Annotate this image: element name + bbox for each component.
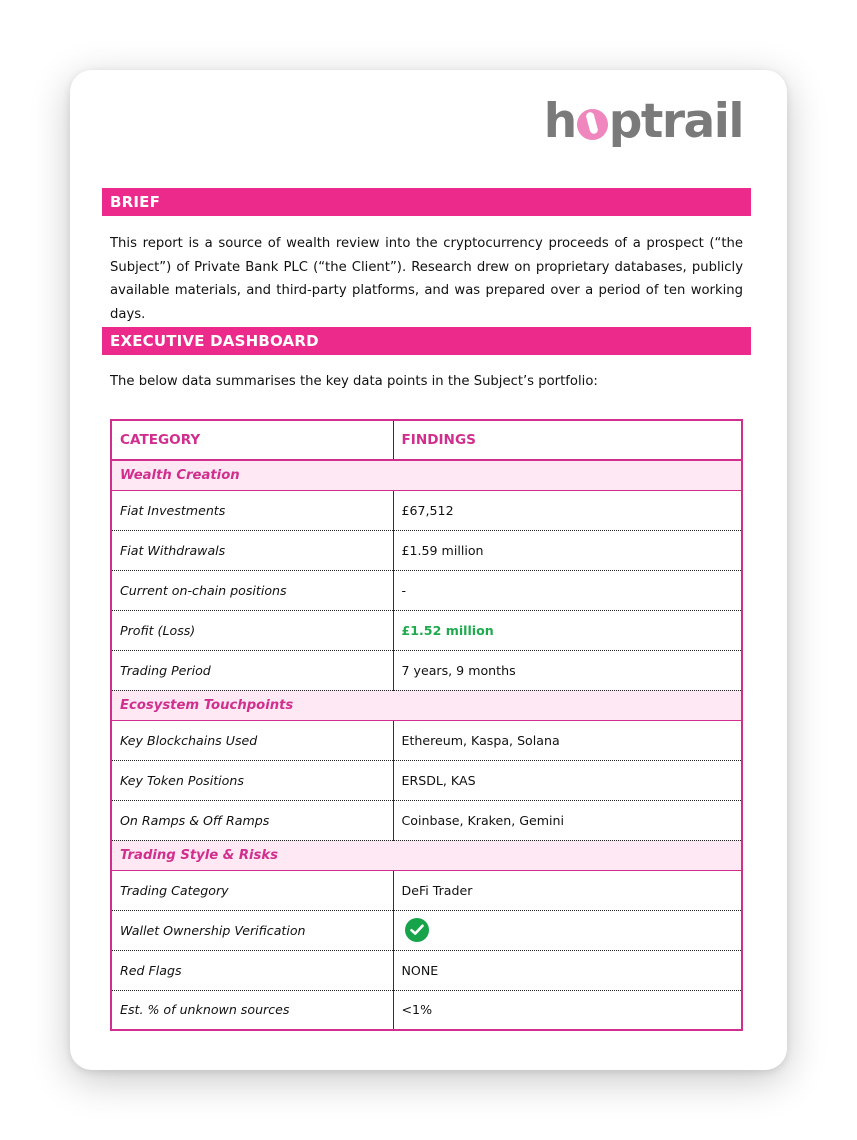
row-category: Profit (Loss): [111, 610, 393, 650]
table-row: [111, 990, 742, 1030]
group-row-ecosystem-touchpoints: [111, 690, 742, 720]
brief-heading: BRIEF: [102, 188, 751, 216]
table-row: [111, 490, 742, 530]
group-row-wealth-creation: [111, 460, 742, 490]
logo-text-start: h: [543, 94, 576, 149]
table-row: [111, 870, 742, 910]
row-category: Trading Category: [111, 870, 393, 910]
row-category: Trading Period: [111, 650, 393, 690]
hoptrail-logo: [543, 94, 743, 149]
row-finding: <1%: [393, 990, 742, 1030]
table-header-row: [111, 420, 742, 460]
row-finding: ERSDL, KAS: [393, 760, 742, 800]
group-title: Wealth Creation: [111, 460, 742, 490]
group-row-trading-style-risks: [111, 840, 742, 870]
row-category: Key Token Positions: [111, 760, 393, 800]
column-header-category: CATEGORY: [111, 420, 393, 460]
dashboard-heading: EXECUTIVE DASHBOARD: [102, 327, 751, 355]
table-row: [111, 530, 742, 570]
row-category: Fiat Investments: [111, 490, 393, 530]
profit-finding: £1.52 million: [393, 610, 742, 650]
table-row: [111, 950, 742, 990]
dashboard-table: [110, 419, 743, 1031]
table-row: [111, 800, 742, 840]
row-category: On Ramps & Off Ramps: [111, 800, 393, 840]
table-row: [111, 720, 742, 760]
table-row: [111, 760, 742, 800]
row-finding: Ethereum, Kaspa, Solana: [393, 720, 742, 760]
row-finding: 7 years, 9 months: [393, 650, 742, 690]
table-row: [111, 650, 742, 690]
column-header-findings: FINDINGS: [393, 420, 742, 460]
row-category: Key Blockchains Used: [111, 720, 393, 760]
group-title: Ecosystem Touchpoints: [111, 690, 742, 720]
row-category: Current on-chain positions: [111, 570, 393, 610]
report-page: [70, 70, 787, 1070]
table-row: [111, 610, 742, 650]
table-row: [111, 570, 742, 610]
check-circle-icon: [405, 918, 429, 942]
row-finding: £1.59 million: [393, 530, 742, 570]
row-finding: DeFi Trader: [393, 870, 742, 910]
row-finding: Coinbase, Kraken, Gemini: [393, 800, 742, 840]
row-category: Fiat Withdrawals: [111, 530, 393, 570]
row-finding: NONE: [393, 950, 742, 990]
row-category: Red Flags: [111, 950, 393, 990]
row-finding: -: [393, 570, 742, 610]
logo-text-end: ptrail: [608, 94, 743, 149]
brief-body: This report is a source of wealth review into the cryptocurrency proceeds of a prospect (“the Subject”) of Private Bank PLC (“the Client”). Research drew on proprietary databases, publicly available materials, and third-party platforms, and was prepared over a period of ten working days.: [110, 236, 743, 322]
row-finding-verification: [393, 910, 742, 950]
row-finding: £67,512: [393, 490, 742, 530]
group-title: Trading Style & Risks: [111, 840, 742, 870]
dashboard-intro: The below data summarises the key data points in the Subject’s portfolio:: [110, 374, 598, 389]
table-row: [111, 910, 742, 950]
row-category: Wallet Ownership Verification: [111, 910, 393, 950]
row-category: Est. % of unknown sources: [111, 990, 393, 1030]
rabbit-logo-icon: [577, 109, 608, 140]
